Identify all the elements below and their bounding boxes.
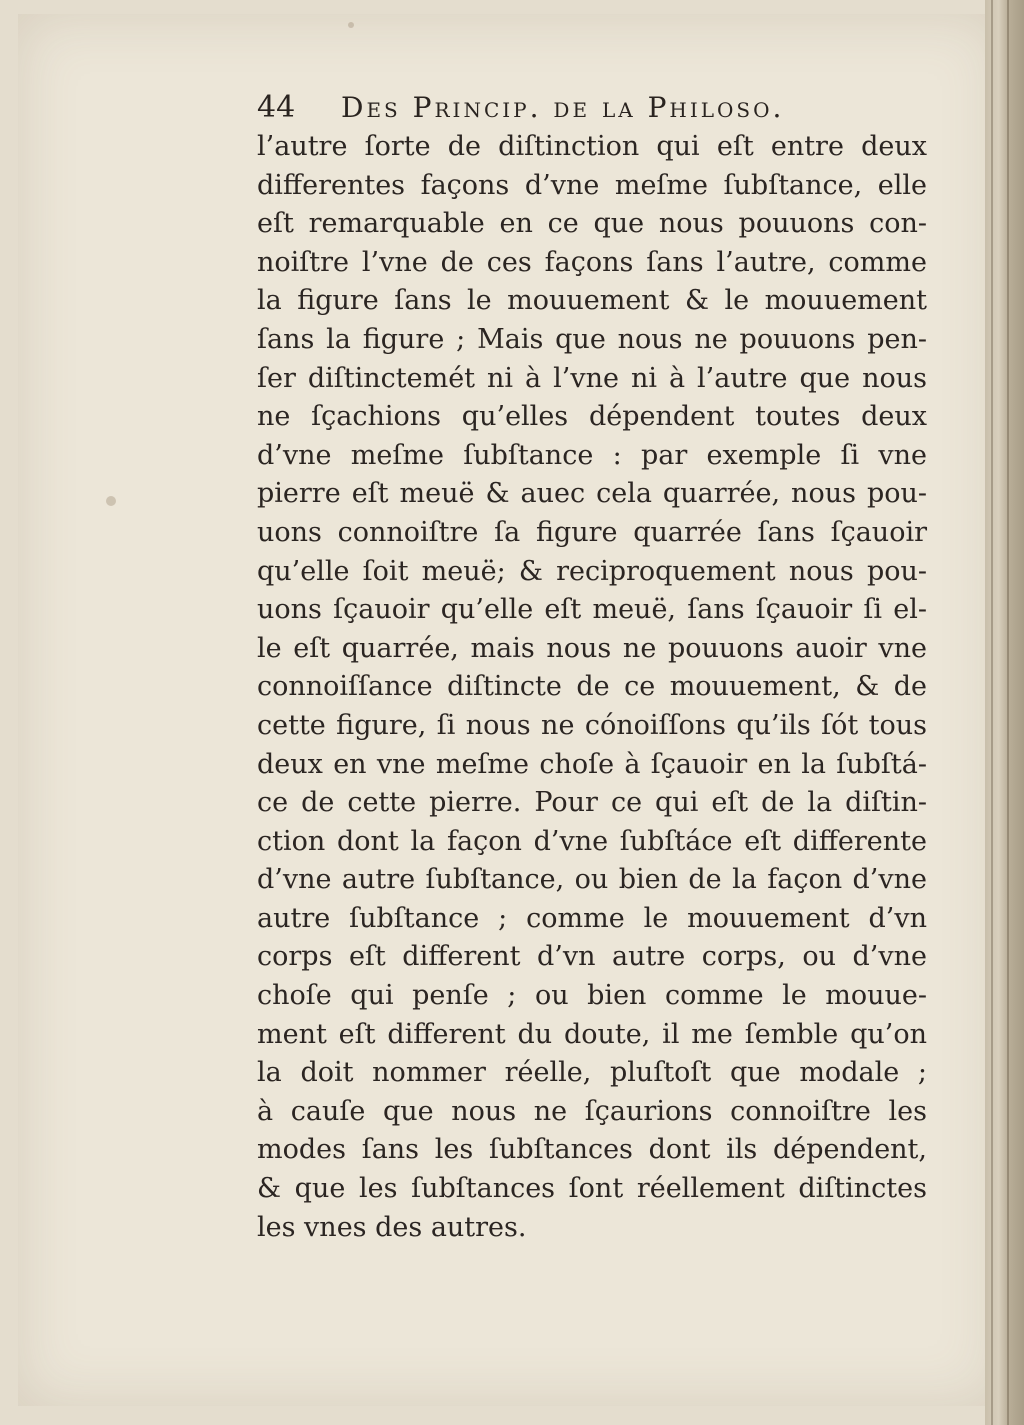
text-line: uons ſçauoir qu’elle eſt meuë, ſans ſçauoir ſi el-: [257, 594, 927, 626]
text-line: uons connoiſtre ſa figure quarrée ſans ſçauoir: [257, 516, 927, 548]
text-line: l’autre ſorte de diſtinction qui eſt entre deux: [257, 131, 927, 162]
page-number: 44: [257, 90, 296, 125]
text-line: ſer diſtinctemét ni à l’vne ni à l’autre que nous: [257, 362, 927, 394]
running-head: Des Princip. de la Philoso.: [341, 91, 785, 124]
text-line: cette figure, ſi nous ne cónoiſſons qu’ils ſót tous: [257, 709, 927, 741]
text-line: & que les ſubſtances ſont réellement diſtinctes: [257, 1173, 927, 1205]
text-line: d’vne autre ſubſtance, ou bien de la façon d’vne: [257, 864, 927, 896]
text-line: deux en vne meſme choſe à ſçauoir en la ſubſtá-: [257, 748, 927, 780]
page-header: [257, 86, 897, 130]
paper-stain: [106, 496, 116, 506]
text-line: differentes façons d’vne meſme ſubſtance, elle: [257, 169, 927, 201]
text-line: corps eſt different d’vn autre corps, ou d’vne: [257, 941, 927, 973]
text-line: d’vne meſme ſubſtance : par exemple ſi vne: [257, 439, 927, 471]
text-line: ce de cette pierre. Pour ce qui eſt de la diſtin-: [257, 787, 927, 819]
text-line: qu’elle ſoit meuë; & reciproquement nous pou-: [257, 555, 927, 587]
text-line-last: les vnes des autres.: [257, 1211, 527, 1243]
text-line: la doit nommer réelle, pluſtoſt que modale ;: [257, 1057, 927, 1089]
page-edge-line: [1007, 0, 1009, 1425]
text-line: connoiſſance diſtincte de ce mouuement, & de: [257, 671, 927, 703]
body-text: [257, 128, 927, 1247]
text-line: à cauſe que nous ne ſçaurions connoiſtre les: [257, 1095, 927, 1127]
text-line: autre ſubſtance ; comme le mouuement d’vn: [257, 902, 927, 934]
text-line: la figure ſans le mouuement & le mouuement: [257, 285, 927, 317]
text-line: eſt remarquable en ce que nous pouuons con-: [257, 208, 927, 240]
text-line: choſe qui penſe ; ou bien comme le mouue-: [257, 980, 927, 1012]
page-edge-line: [991, 0, 993, 1425]
text-line: ment eſt different du doute, il me ſemble qu’on: [257, 1018, 927, 1050]
paper-stain: [348, 22, 354, 28]
next-page-edge: [985, 0, 1024, 1425]
text-line: ſans la figure ; Mais que nous ne pouuons pen-: [257, 323, 927, 355]
text-line: noiſtre l’vne de ces façons ſans l’autre, comme: [257, 246, 927, 278]
text-line: modes ſans les ſubſtances dont ils dépendent,: [257, 1134, 927, 1166]
text-line: pierre eſt meuë & auec cela quarrée, nous pou-: [257, 478, 927, 510]
text-line: ction dont la façon d’vne ſubſtáce eſt differente: [257, 825, 927, 857]
text-line: le eſt quarrée, mais nous ne pouuons auoir vne: [257, 632, 927, 664]
text-line: ne ſçachions qu’elles dépendent toutes deux: [257, 401, 927, 433]
